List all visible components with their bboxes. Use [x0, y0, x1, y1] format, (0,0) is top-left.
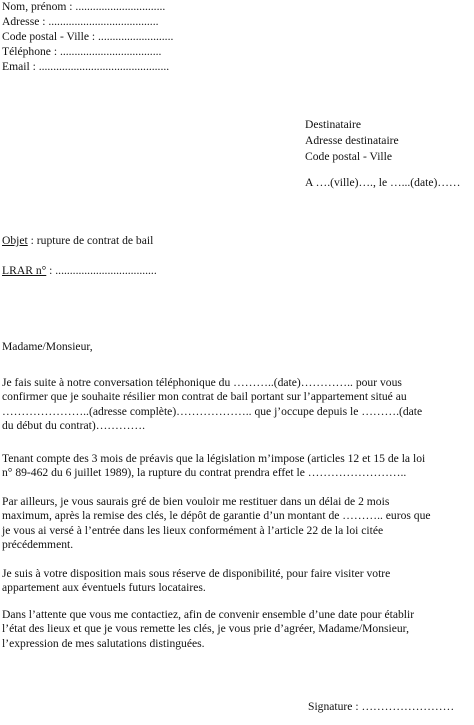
paragraph-line: …………………..(adresse complète)……………….. que j’occupe depuis le ……….(date: [2, 404, 423, 418]
paragraph-5: [2, 608, 472, 651]
paragraph-2: [2, 452, 472, 481]
subject-text: : rupture de contrat de bail: [27, 234, 154, 247]
paragraph-line: Je fais suite à notre conversation téléphonique du ………..(date)………….. pour vous: [2, 376, 402, 389]
paragraph-line: l’état des lieux et que je vous remette les clés, je vous prie d’agréer, Madame/Monsieur,: [2, 622, 409, 636]
paragraph-line: du début du contrat)………….: [2, 419, 145, 433]
sender-address-line: Adresse : ......................................: [2, 15, 159, 28]
paragraph-line: appartement aux éventuels futurs locataires.: [2, 581, 206, 595]
paragraph-line: Par ailleurs, je vous saurais gré de bien vouloir me restituer dans un délai de 2 mois: [2, 495, 390, 508]
paragraph-line: confirmer que je souhaite résilier mon contrat de bail portant sur l’appartement situé au: [2, 390, 407, 404]
sender-phone-line: Téléphone : ...................................: [2, 45, 162, 58]
signature-line: Signature : ……………………: [308, 700, 455, 713]
subject-label: Objet: [2, 234, 28, 247]
subject-line: [2, 234, 153, 248]
paragraph-line: précédemment.: [2, 538, 74, 552]
sender-postcode-line: Code postal - Ville : ..........................: [2, 30, 174, 43]
lrar-text: : ...................................: [46, 264, 157, 277]
paragraph-line: Dans l’attente que vous me contactiez, afin de convenir ensemble d’une date pour établir: [2, 608, 415, 621]
paragraph-1: [2, 376, 472, 434]
lrar-label: LRAR n°: [2, 264, 47, 277]
paragraph-line: l’expression de mes salutations distinguées.: [2, 636, 205, 650]
paragraph-line: n° 89-462 du 6 juillet 1989), la rupture du contrat prendra effet le ……………………..: [2, 466, 407, 480]
paragraph-3: [2, 495, 472, 553]
sender-name-line: Nom, prénom : ...............................: [2, 0, 166, 13]
paragraph-4: [2, 567, 472, 596]
sender-email-line: Email : .............................................: [2, 60, 170, 73]
paragraph-line: Tenant compte des 3 mois de préavis que la législation m’impose (articles 12 et 15 de la loi: [2, 452, 426, 465]
recipient-address: Adresse destinataire: [305, 134, 399, 147]
paragraph-line: Je suis à votre disposition mais sous réserve de disponibilité, pour faire visiter votre: [2, 567, 391, 580]
recipient-postcode-city: Code postal - Ville: [305, 150, 392, 163]
recipient-name: Destinataire: [305, 118, 362, 131]
paragraph-line: je vous ai versé à l’entrée dans les lieux conformément à l’article 22 de la loi citée: [2, 523, 384, 537]
place-date-line: A ….(ville)…., le …...(date)……: [305, 176, 461, 189]
paragraph-line: maximum, après la remise des clés, le dépôt de garantie d’un montant de ……….. euros que: [2, 509, 431, 523]
lrar-line: [2, 264, 157, 278]
salutation: Madame/Monsieur,: [2, 340, 93, 353]
